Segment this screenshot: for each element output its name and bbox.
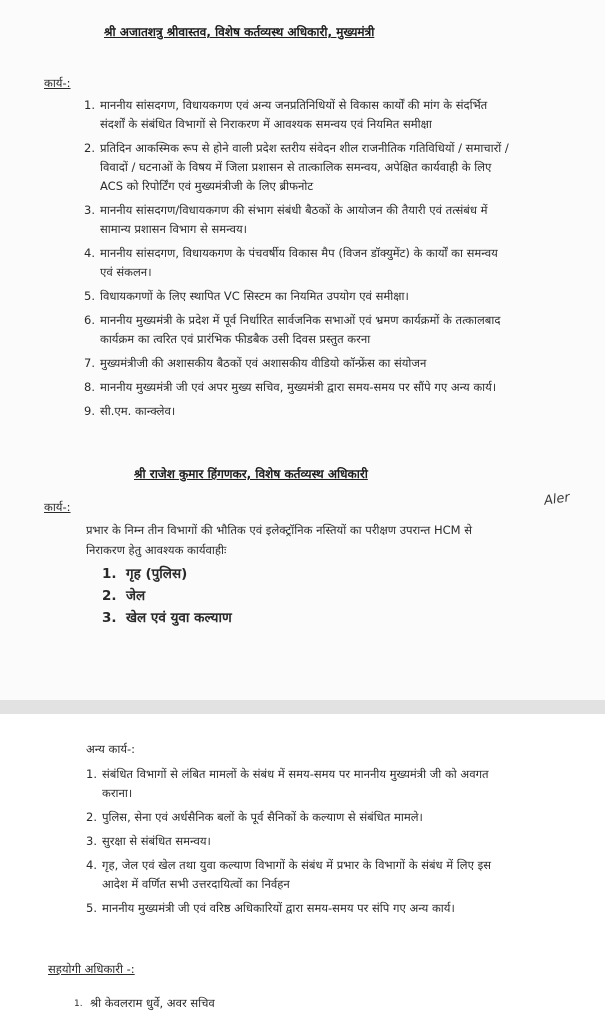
duty-item-text: मुख्यमंत्रीजी की अशासकीय बैठकों एवं अशासकीय वीडियो कॉन्फ्रेंस का संयोजन [100,356,427,370]
other-duty-item-number: 3. [86,834,97,848]
assistant-officer [74,996,215,1012]
section2-duties-label: कार्य-: [44,500,71,514]
other-duty-item-text: माननीय मुख्यमंत्री जी एवं वरिष्ठ अधिकारियों द्वारा समय-समय पर संपि गए अन्य कार्य। [102,901,455,915]
section1-duties-label: कार्य-: [44,76,71,90]
section1-duties-list [84,96,514,426]
departments-list [102,563,402,629]
duty-item-text: प्रतिदिन आकस्मिक रूप से होने वाली प्रदेश स्तरीय संवेदन शील राजनीतिक गतिविधियों / समाचारों / विवादों / घटनाओं के विषय में जिला प्रशासन से तात्कालिक समन्वय, अपेक्षित कार्यवाही के लिए ACS को रिपोर्टिंग एवं मुख्यमंत्रीजी के लिए ब्रीफनोट [100,141,509,193]
other-duty-item [86,856,516,894]
duty-item-number: 9. [84,404,95,418]
department-item-number: 1. [102,566,117,582]
other-duties-label: अन्य कार्य-: [86,742,136,756]
duty-item-number: 3. [84,203,95,217]
duty-item-number: 8. [84,380,95,394]
department-item-number: 2. [102,588,117,604]
duty-item-number: 5. [84,289,95,303]
duty-item-text: माननीय सांसदगण, विधायकगण के पंचवर्षीय विकास मैप (विजन डॉक्युमेंट) के कार्यों का समन्वय एवं संकलन। [100,246,498,279]
department-item-text: जेल [126,588,146,604]
other-duty-item [86,808,516,827]
department-item [102,607,402,629]
duty-item [84,311,514,349]
duty-item [84,354,514,373]
department-item-text: गृह (पुलिस) [126,566,188,582]
section1-heading: श्री अजातशत्रु श्रीवास्तव, विशेष कर्तव्यस्थ अधिकारी, मुख्यमंत्री [104,25,375,39]
other-duty-item [86,765,516,803]
duty-item [84,244,514,282]
signature: Aler [543,490,571,509]
duty-item-text: विधायकगणों के लिए स्थापित VC सिस्टम का नियमित उपयोग एवं समीक्षा। [100,289,409,303]
other-duty-item-number: 1. [86,767,97,781]
duty-item-number: 7. [84,356,95,370]
other-duty-item [86,832,516,851]
duty-item-text: माननीय सांसदगण, विधायकगण एवं अन्य जनप्रतिनिधियों से विकास कार्यों की मांग के संदर्भित संदर्शों के संबंधित विभागों से निराकरण में आवश्यक समन्वय एवं नियमित समीक्षा [100,98,488,131]
duty-item-text: माननीय मुख्यमंत्री के प्रदेश में पूर्व निर्धारित सार्वजनिक सभाओं एवं भ्रमण कार्यक्रमों के तत्कालबाद कार्यक्रम का त्वरित एवं प्रारंभिक फीडबैक उसी दिवस प्रस्तुत करना [100,313,501,346]
other-duties-list [86,765,516,923]
other-duty-item-text: गृह, जेल एवं खेल तथा युवा कल्याण विभागों के संबंध में प्रभार के विभागों के संबंध में लिए इस आदेश में वर्णित सभी उत्तरदायित्वों का निर्वहन [102,858,492,891]
other-duty-item [86,899,516,918]
assistant-officers-label: सहयोगी अधिकारी -: [48,962,135,976]
department-item [102,563,402,585]
other-duty-item-number: 4. [86,858,97,872]
other-duty-item-text: पुलिस, सेना एवं अर्धसैनिक बलों के पूर्व सैनिकों के कल्याण से संबंधित मामले। [102,810,423,824]
duty-item-number: 2. [84,141,95,155]
section2-intro: प्रभार के निम्न तीन विभागों की भौतिक एवं इलेक्ट्रॉनिक नस्तियों का परीक्षण उपरान्त HCM से निराकरण हेतु आवश्यक कार्यवाहीः [86,523,473,557]
duty-item-number: 6. [84,313,95,327]
assistant-officer-number: 1. [74,999,83,1009]
duty-item-text: सी.एम. कान्क्लेव। [100,404,176,418]
other-duty-item-text: सुरक्षा से संबंधित समन्वय। [102,834,211,848]
duty-item [84,378,514,397]
department-item-text: खेल एवं युवा कल्याण [126,610,232,626]
other-duty-item-number: 5. [86,901,97,915]
assistant-officer-name: श्री केवलराम धुर्वे, अवर सचिव [90,996,215,1010]
department-item [102,585,402,607]
duty-item-number: 1. [84,98,95,112]
other-duty-item-text: संबंधित विभागों से लंबित मामलों के संबंध में समय-समय पर माननीय मुख्यमंत्री जी को अवगत कराना। [102,767,489,800]
duty-item-text: माननीय मुख्यमंत्री जी एवं अपर मुख्य सचिव, मुख्यमंत्री द्वारा समय-समय पर सौंपे गए अन्य कार्य। [100,380,497,394]
duty-item [84,287,514,306]
duty-item [84,402,514,421]
department-item-number: 3. [102,610,117,626]
section2-heading: श्री राजेश कुमार हिंगणकर, विशेष कर्तव्यस्थ अधिकारी [134,467,368,481]
duty-item-number: 4. [84,246,95,260]
duty-item [84,201,514,239]
duty-item [84,139,514,196]
duty-item-text: माननीय सांसदगण/विधायकगण की संभाग संबंधी बैठकों के आयोजन की तैयारी एवं तत्संबंध में सामान्य प्रशासन विभाग से समन्वय। [100,203,488,236]
other-duty-item-number: 2. [86,810,97,824]
page-gap [0,700,605,714]
duty-item [84,96,514,134]
